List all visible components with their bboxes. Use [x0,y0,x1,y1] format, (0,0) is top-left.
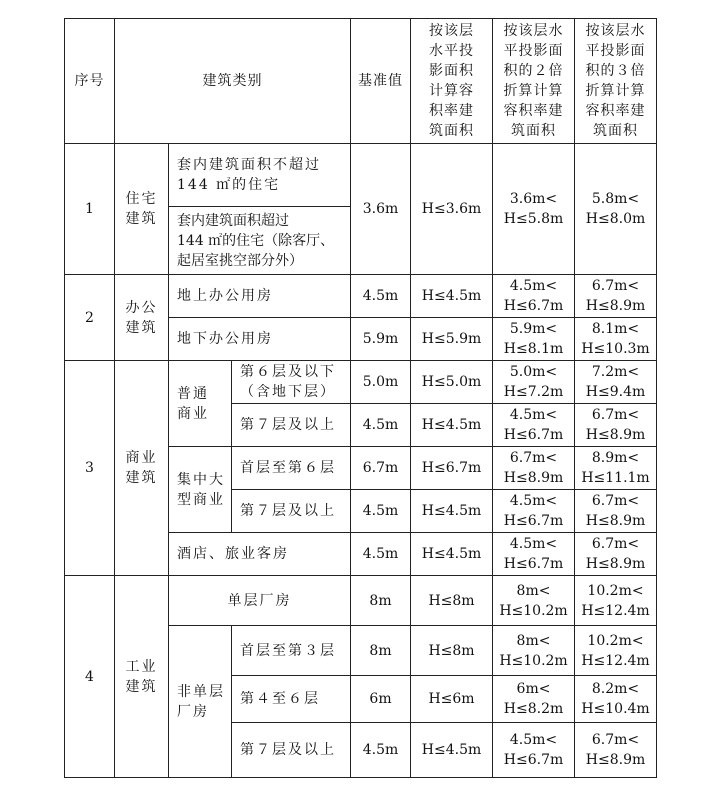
range-3x: 8.9m< H≤11.1m [575,447,657,490]
range-3x: 6.7m< H≤8.9m [575,275,657,318]
range-1x: H≤4.5m [411,404,493,447]
range-1x: H≤8m [411,576,493,626]
range-3x: 6.7m< H≤8.9m [575,490,657,533]
category-label: 工业 建筑 [115,576,169,778]
table-row [65,576,657,626]
subcategory-label: 酒店、旅业客房 [169,533,351,576]
range-1x: H≤6.7m [411,447,493,490]
subcategory-label: 第４至６层 [232,676,351,723]
subcategory-label: 单层厂房 [169,576,351,626]
base-value: 4.5m [351,490,411,533]
range-3x: 6.7m< H≤8.9m [575,404,657,447]
base-value: 4.5m [351,533,411,576]
subcategory-label: 第７层及以上 [232,723,351,778]
row-number: 4 [65,576,115,778]
category-label: 住宅 建筑 [115,144,169,275]
range-3x: 6.7m< H≤8.9m [575,723,657,778]
subcategory-label: 地上办公用房 [169,275,351,318]
range-1x: H≤4.5m [411,723,493,778]
subcategory-label: 套内建筑面积不超过 144 ㎡的住宅 [169,144,351,207]
base-value: 6m [351,676,411,723]
base-value: 5.9m [351,318,411,361]
range-3x: 8.1m< H≤10.3m [575,318,657,361]
range-3x: 7.2m< H≤9.4m [575,361,657,404]
group-label: 普通 商业 [169,361,232,447]
range-2x: 8m< H≤10.2m [493,626,575,676]
header-col-3x: 按该层水 平投影面 积的３倍 折算计算 容积率建 筑面积 [575,19,657,144]
header-base: 基准值 [351,19,411,144]
range-2x: 4.5m< H≤6.7m [493,275,575,318]
subcategory-label: 首层至第６层 [232,447,351,490]
base-value: 3.6m [351,144,411,275]
subcategory-label: 第７层及以上 [232,404,351,447]
range-1x: H≤5.9m [411,318,493,361]
subcategory-label: 第７层及以上 [232,490,351,533]
base-value: 6.7m [351,447,411,490]
base-value: 5.0m [351,361,411,404]
base-value: 4.5m [351,723,411,778]
range-1x: H≤3.6m [411,144,493,275]
range-2x: 4.5m< H≤6.7m [493,490,575,533]
row-number: 2 [65,275,115,361]
category-label: 商业 建筑 [115,361,169,576]
range-2x: 8m< H≤10.2m [493,576,575,626]
range-3x: 5.8m< H≤8.0m [575,144,657,275]
range-2x: 4.5m< H≤6.7m [493,723,575,778]
row-number: 1 [65,144,115,275]
group-label: 集中大 型商业 [169,447,232,533]
subcategory-label: 套内建筑面积超过 144 ㎡的住宅（除客厅、 起居室挑空部分外） [169,207,351,275]
header-row [65,19,657,144]
header-category: 建筑类别 [115,19,351,144]
subcategory-label: 首层至第３层 [232,626,351,676]
table-row [65,361,657,404]
range-3x: 10.2m< H≤12.4m [575,576,657,626]
header-seq: 序号 [65,19,115,144]
range-2x: 4.5m< H≤6.7m [493,533,575,576]
range-2x: 6m< H≤8.2m [493,676,575,723]
range-1x: H≤4.5m [411,275,493,318]
category-label: 办公 建筑 [115,275,169,361]
table-row [65,275,657,318]
range-2x: 5.9m< H≤8.1m [493,318,575,361]
range-2x: 5.0m< H≤7.2m [493,361,575,404]
row-number: 3 [65,361,115,576]
group-label: 非单层 厂房 [169,626,232,778]
floor-height-table [64,18,657,778]
range-3x: 8.2m< H≤10.4m [575,676,657,723]
subcategory-label: 地下办公用房 [169,318,351,361]
base-value: 8m [351,576,411,626]
range-2x: 3.6m< H≤5.8m [493,144,575,275]
range-1x: H≤5.0m [411,361,493,404]
base-value: 8m [351,626,411,676]
header-col-1x: 按该层 水平投 影面积 计算容 积率建 筑面积 [411,19,493,144]
range-1x: H≤4.5m [411,533,493,576]
base-value: 4.5m [351,275,411,318]
range-1x: H≤8m [411,626,493,676]
table-row [65,144,657,207]
subcategory-label: 第６层及以下 （含地下层） [232,361,351,404]
range-1x: H≤6m [411,676,493,723]
range-3x: 10.2m< H≤12.4m [575,626,657,676]
range-2x: 6.7m< H≤8.9m [493,447,575,490]
range-3x: 6.7m< H≤8.9m [575,533,657,576]
range-1x: H≤4.5m [411,490,493,533]
header-col-2x: 按该层水 平投影面 积的２倍 折算计算 容积率建 筑面积 [493,19,575,144]
base-value: 4.5m [351,404,411,447]
range-2x: 4.5m< H≤6.7m [493,404,575,447]
